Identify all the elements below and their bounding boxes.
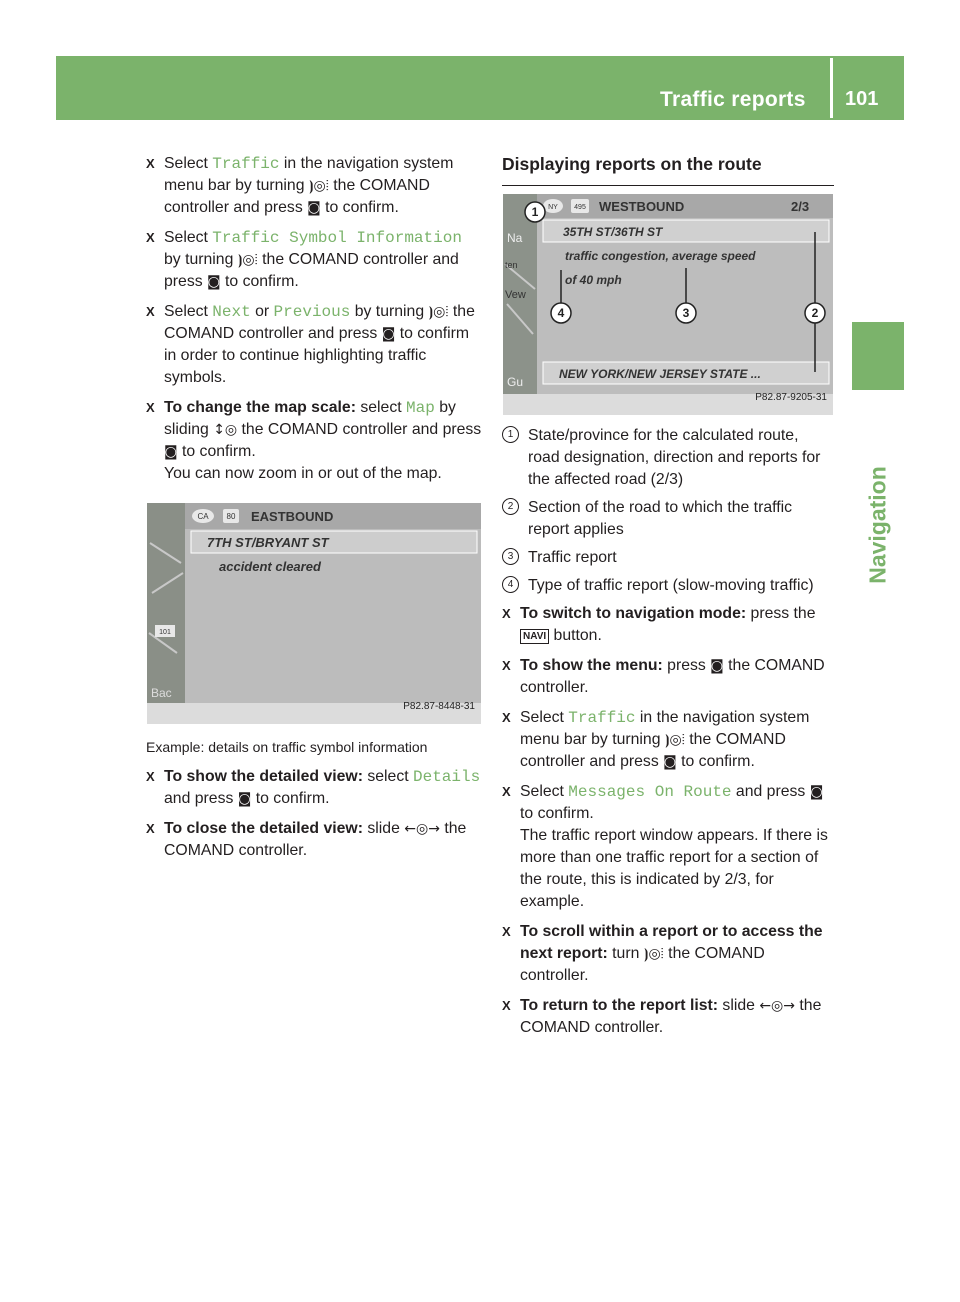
- arrow-marker-icon: X: [146, 821, 155, 836]
- arrow-marker-icon: X: [502, 658, 511, 673]
- arrow-marker-icon: X: [146, 156, 155, 171]
- report-line-1: traffic congestion, average speed: [565, 249, 756, 263]
- legend-item: 3 Traffic report: [502, 547, 834, 569]
- state-badge: CA: [197, 512, 209, 521]
- step-change-map-scale: X To change the map scale: select Map by sliding ↕◎ the COMAND controller and press ◙ to confirm. You can now zoom in or out of the map.: [146, 399, 482, 482]
- bottom-road-label: NEW YORK/NEW JERSEY STATE ...: [559, 367, 761, 381]
- left-column: [146, 153, 482, 870]
- controller-press-icon: ◙: [237, 791, 252, 807]
- report-counter: 2/3: [791, 199, 810, 214]
- controller-press-icon: ◙: [809, 784, 824, 800]
- figure-traffic-symbol-details: [147, 503, 481, 724]
- title-rule: [502, 185, 834, 186]
- page-number: 101: [845, 88, 879, 110]
- controller-slide-icon: ←◎→: [759, 998, 796, 1014]
- controller-press-icon: ◙: [307, 200, 321, 216]
- callout-label: 3: [682, 306, 690, 320]
- map-route-label: 101: [159, 629, 171, 636]
- navi-key-icon: NAVI: [520, 629, 549, 644]
- controller-turn-icon: ⦘◎⦙: [237, 252, 258, 268]
- right-column: [502, 153, 834, 1047]
- step-select-symbol-info: X Select Traffic Symbol Information by turning ⦘◎⦙ the COMAND controller and press ◙ to confirm.: [146, 229, 462, 290]
- controller-press-icon: ◙: [710, 658, 724, 674]
- arrow-marker-icon: X: [502, 710, 511, 725]
- step-select-traffic: X Select Traffic in the navigation system menu bar by turning ⦘◎⦙ the COMAND controller and press ◙ to confirm.: [502, 709, 810, 770]
- callout-label: 2: [811, 306, 819, 320]
- header-divider: [830, 58, 833, 118]
- section-label: Navigation: [864, 466, 891, 584]
- step-return-to-list: X To return to the report list: slide ←◎→ the COMAND controller.: [502, 997, 822, 1036]
- direction-label: EASTBOUND: [251, 509, 334, 524]
- legend-item: 1 State/province for the calculated route, road designation, direction and reports for the affected road (2/3): [502, 425, 834, 491]
- arrow-marker-icon: X: [502, 998, 511, 1013]
- step-select-messages-on-route: X Select Messages On Route and press ◙ to confirm. The traffic report window appears. If there is more than one traffic report for a section of the route, this is indicated by 2/3, for example.: [502, 783, 828, 910]
- controller-turn-icon: ⦘◎⦙: [664, 732, 685, 748]
- callout-number: 2: [502, 498, 519, 515]
- controller-turn-icon: ⦘◎⦙: [428, 304, 449, 320]
- controller-turn-icon: ⦘◎⦙: [308, 178, 329, 194]
- controller-slide-icon: ↕◎: [213, 422, 238, 438]
- route-badge: 80: [226, 512, 236, 521]
- controller-press-icon: ◙: [164, 444, 178, 460]
- callout-number: 4: [502, 576, 519, 593]
- step-show-detailed-view: X To show the detailed view: select Details and press ◙ to confirm.: [146, 768, 481, 807]
- map-label: Gu: [507, 375, 524, 389]
- legend-item: 2 Section of the road to which the traffic report applies: [502, 497, 834, 541]
- screen-illustration: [147, 503, 481, 724]
- arrow-marker-icon: X: [146, 769, 155, 784]
- callout-number: 3: [502, 548, 519, 565]
- step-show-menu: X To show the menu: press ◙ the COMAND controller.: [502, 657, 825, 696]
- state-badge: NY: [548, 204, 558, 211]
- step-close-detailed-view: X To close the detailed view: slide ←◎→ the COMAND controller.: [146, 820, 467, 859]
- arrow-marker-icon: X: [502, 606, 511, 621]
- controller-turn-icon: ⦘◎⦙: [643, 946, 664, 962]
- step-select-traffic: X Select Traffic in the navigation system menu bar by turning ⦘◎⦙ the COMAND controller and press ◙ to confirm.: [146, 155, 454, 216]
- controller-press-icon: ◙: [207, 274, 221, 290]
- arrow-marker-icon: X: [146, 230, 155, 245]
- report-label: accident cleared: [219, 559, 321, 574]
- figure-caption: Example: details on traffic symbol information: [146, 739, 428, 755]
- road-label: 35TH ST/36TH ST: [563, 225, 663, 239]
- callout-number: 1: [502, 426, 519, 443]
- arrow-marker-icon: X: [146, 400, 155, 415]
- map-label: Na: [507, 231, 523, 245]
- arrow-marker-icon: X: [502, 784, 511, 799]
- map-back-label: Bac: [151, 686, 172, 700]
- report-line-2: of 40 mph: [565, 273, 622, 287]
- step-next-previous: X Select Next or Previous by turning ⦘◎⦙ the COMAND controller and press ◙ to confirm in order to continue highlighting traffic symbols.: [146, 303, 475, 386]
- figure-code: P82.87-9205-31: [755, 392, 827, 403]
- legend-item: 4 Type of traffic report (slow-moving traffic): [502, 575, 834, 597]
- step-scroll-report: X To scroll within a report or to access the next report: turn ⦘◎⦙ the COMAND controller.: [502, 923, 823, 984]
- section-tab: [852, 322, 904, 390]
- direction-label: WESTBOUND: [599, 199, 685, 214]
- arrow-marker-icon: X: [502, 924, 511, 939]
- controller-slide-icon: ←◎→: [404, 821, 440, 837]
- arrow-marker-icon: X: [146, 304, 155, 319]
- page-title: Traffic reports: [660, 88, 806, 111]
- controller-press-icon: ◙: [381, 326, 396, 342]
- map-label: ten: [505, 260, 518, 270]
- road-label: 7TH ST/BRYANT ST: [207, 535, 329, 550]
- controller-press-icon: ◙: [663, 754, 677, 770]
- callout-label: 1: [531, 205, 539, 219]
- route-badge: 495: [574, 204, 586, 211]
- figure-route-reports: [503, 194, 833, 415]
- section-title: Displaying reports on the route: [502, 154, 762, 174]
- map-label: Vew: [505, 289, 526, 301]
- screen-illustration: [503, 194, 833, 415]
- step-switch-navigation-mode: X To switch to navigation mode: press the NAVI button.: [502, 605, 816, 644]
- figure-code: P82.87-8448-31: [403, 701, 475, 712]
- callout-label: 4: [557, 306, 565, 320]
